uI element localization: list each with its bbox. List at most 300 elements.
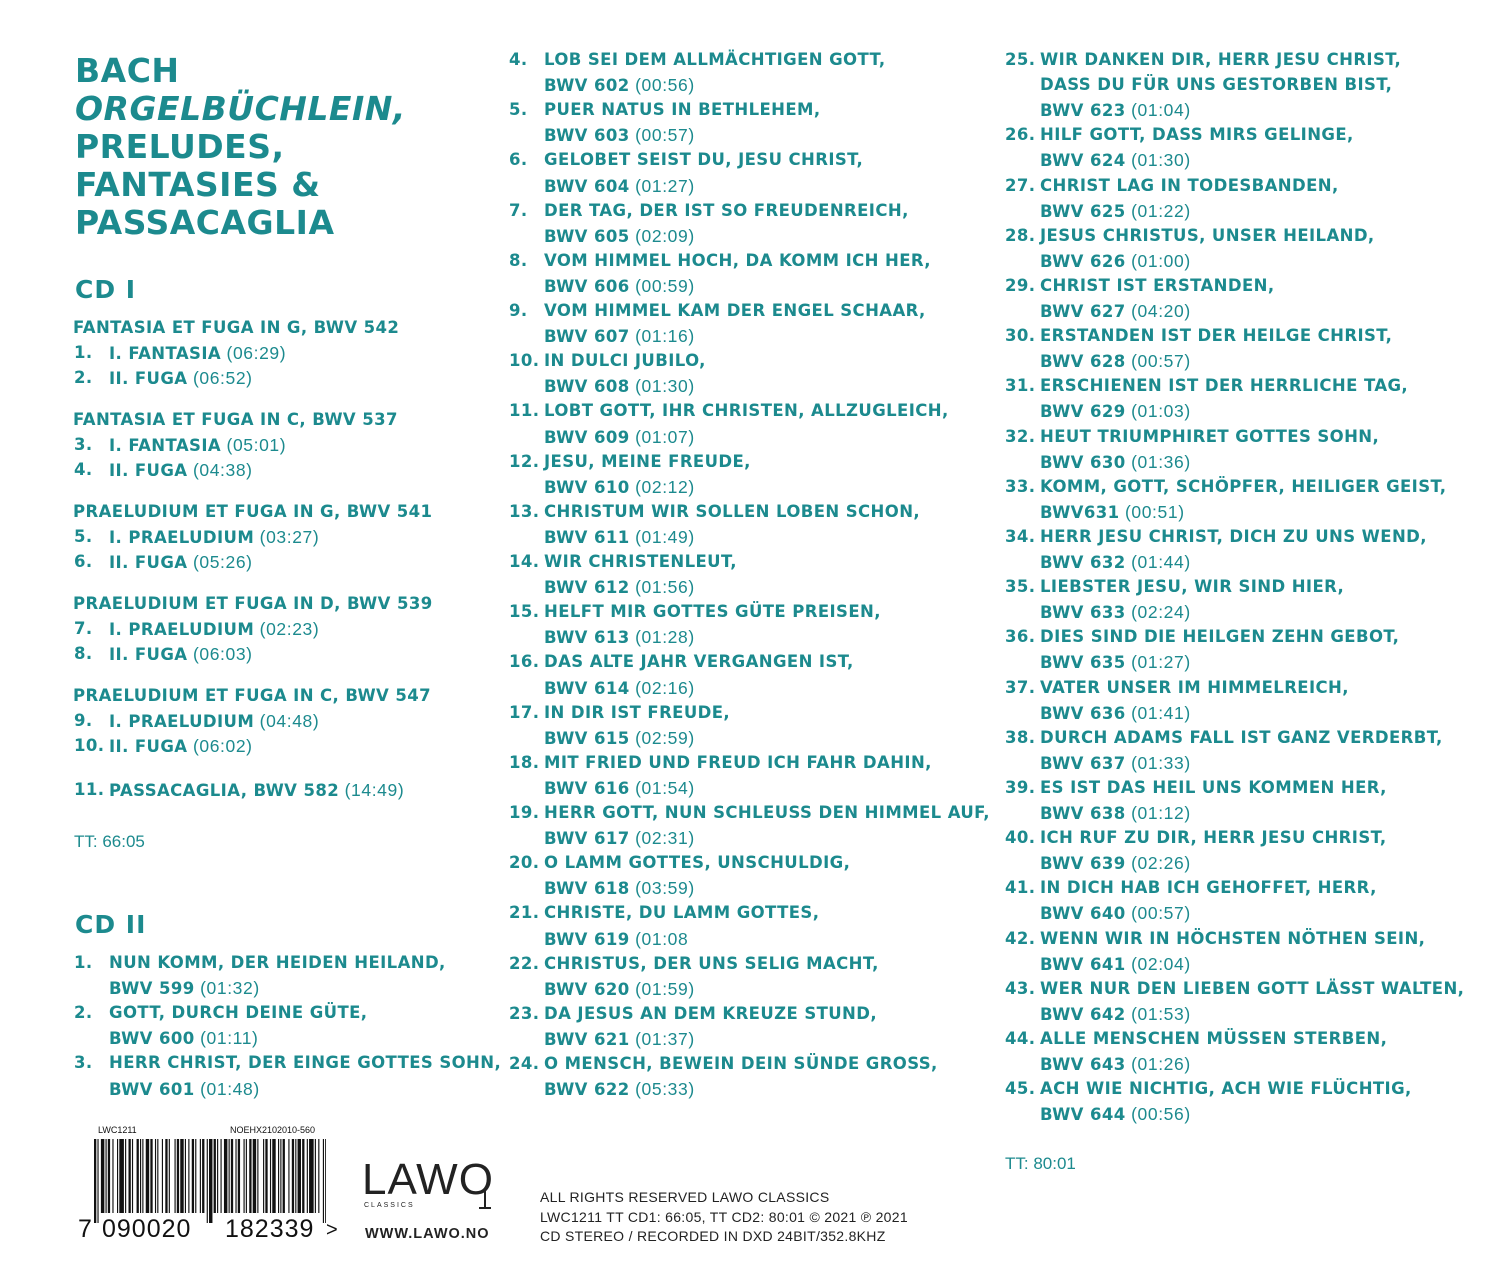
track-duration: (03:27) bbox=[259, 527, 320, 547]
track-duration: (01:04) bbox=[1131, 100, 1191, 121]
track-bwv: BWV 627 bbox=[1040, 302, 1126, 321]
track-title: IN DULCI JUBILO, bbox=[544, 351, 706, 371]
track-text bbox=[109, 460, 253, 481]
track-duration: (00:57) bbox=[1131, 903, 1191, 924]
barcode-bar bbox=[137, 1139, 139, 1213]
track-catalog bbox=[1040, 100, 1191, 121]
track-bwv: BWV 601 bbox=[109, 1079, 195, 1099]
track-catalog bbox=[1040, 251, 1191, 272]
track-duration: (02:09) bbox=[635, 225, 695, 246]
track-catalog bbox=[544, 778, 695, 799]
track-duration: (06:03) bbox=[192, 644, 253, 664]
track-bwv: BWV 620 bbox=[544, 979, 630, 999]
track-title: WENN WIR IN HÖCHSTEN NÖTHEN SEIN, bbox=[1040, 928, 1426, 948]
barcode-bar bbox=[192, 1139, 194, 1213]
barcode-digit-lead: 7 bbox=[78, 1215, 92, 1243]
track-number: 4. bbox=[509, 50, 528, 69]
track-number: 24. bbox=[509, 1054, 540, 1073]
track-title: PASSACAGLIA, BWV 582 bbox=[109, 781, 340, 800]
barcode-bar bbox=[162, 1139, 163, 1213]
track-title: CHRISTUS, DER UNS SELIG MACHT, bbox=[544, 953, 879, 973]
track-title: PUER NATUS IN BETHLEHEM, bbox=[544, 100, 821, 120]
title-preludes: PRELUDES, bbox=[75, 127, 285, 166]
track-title: I. PRAELUDIUM bbox=[109, 528, 255, 547]
work-title: FANTASIA ET FUGA IN G, BWV 542 bbox=[73, 318, 400, 337]
track-title: DURCH ADAMS FALL IST GANZ VERDERBT, bbox=[1040, 727, 1443, 747]
track-duration: (01:11) bbox=[200, 1028, 259, 1049]
barcode-bar bbox=[117, 1139, 118, 1213]
track-duration: (02:16) bbox=[635, 677, 695, 698]
track-title: VOM HIMMEL HOCH, DA KOMM ICH HER, bbox=[544, 250, 931, 270]
track-title: IN DIR IST FREUDE, bbox=[544, 702, 731, 722]
track-title: I. FANTASIA bbox=[109, 436, 222, 455]
track-number: 28. bbox=[1005, 225, 1036, 245]
track-number: 43. bbox=[1005, 978, 1036, 998]
barcode-bar bbox=[318, 1139, 319, 1213]
track-title: HILF GOTT, DASS MIRS GELINGE, bbox=[1040, 125, 1354, 145]
track-duration: (01:33) bbox=[1131, 752, 1191, 773]
track-catalog bbox=[1040, 351, 1191, 372]
barcode-bar bbox=[278, 1139, 279, 1213]
track-number: 1. bbox=[74, 343, 93, 362]
track-bwv: BWV 619 bbox=[544, 929, 630, 949]
track-title: CHRISTE, DU LAMM GOTTES, bbox=[544, 903, 820, 923]
barcode-secondary-code: NOEHX2102010-560 bbox=[230, 1125, 316, 1135]
track-catalog bbox=[1040, 954, 1191, 975]
track-bwv: BWV 638 bbox=[1040, 804, 1126, 823]
track-catalog bbox=[109, 1079, 260, 1100]
track-number: 18. bbox=[509, 752, 540, 772]
track-number: 27. bbox=[1005, 175, 1036, 195]
track-number: 36. bbox=[1005, 627, 1036, 647]
track-title: II. FUGA bbox=[109, 553, 188, 572]
barcode-bar bbox=[229, 1139, 230, 1213]
track-title: MIT FRIED UND FREUD ICH FAHR DAHIN, bbox=[544, 752, 932, 772]
track-duration: (01:07) bbox=[635, 426, 695, 447]
barcode-catalog-code: LWC1211 bbox=[98, 1125, 137, 1135]
track-catalog bbox=[544, 376, 695, 397]
track-title: WIR CHRISTENLEUT, bbox=[544, 552, 737, 571]
track-title: ICH RUF ZU DIR, HERR JESU CHRIST, bbox=[1040, 828, 1387, 848]
barcode-bar bbox=[315, 1139, 316, 1213]
barcode-bar bbox=[146, 1139, 149, 1213]
barcode-bar bbox=[188, 1139, 189, 1213]
track-duration: (01:00) bbox=[1131, 250, 1191, 271]
track-duration: (06:52) bbox=[192, 368, 253, 388]
track-number: 45. bbox=[1005, 1079, 1036, 1099]
barcode-bar bbox=[165, 1139, 167, 1213]
track-catalog bbox=[544, 477, 695, 498]
track-title: O LAMM GOTTES, UNSCHULDIG, bbox=[544, 853, 851, 873]
track-title: HEUT TRIUMPHIRET GOTTES SOHN, bbox=[1040, 426, 1380, 446]
track-number: 22. bbox=[509, 953, 540, 973]
track-number: 41. bbox=[1005, 878, 1036, 898]
track-bwv: BWV 604 bbox=[544, 176, 630, 196]
track-duration: (01:59) bbox=[635, 978, 695, 999]
barcode-bar bbox=[155, 1139, 156, 1213]
track-duration: (02:23) bbox=[259, 619, 320, 639]
barcode-bar bbox=[246, 1139, 247, 1213]
track-bwv: BWV631 bbox=[1040, 502, 1120, 522]
track-title: GELOBET SEIST DU, JESU CHRIST, bbox=[544, 150, 864, 170]
rights-line-1: ALL RIGHTS RESERVED LAWO CLASSICS bbox=[540, 1189, 830, 1205]
rights-line-3: CD STEREO / RECORDED IN DXD 24BIT/352.8KHZ bbox=[540, 1228, 886, 1244]
barcode-bar bbox=[94, 1139, 96, 1223]
barcode-bar bbox=[108, 1139, 110, 1213]
track-duration: (05:33) bbox=[635, 1079, 695, 1100]
track-bwv: BWV 643 bbox=[1040, 1055, 1126, 1074]
track-title: ERSCHIENEN IST DER HERRLICHE TAG, bbox=[1040, 376, 1409, 396]
track-number: 38. bbox=[1005, 727, 1036, 747]
track-catalog bbox=[544, 125, 695, 146]
track-bwv: BWV 637 bbox=[1040, 753, 1126, 773]
track-number: 7. bbox=[509, 200, 528, 220]
track-number: 32. bbox=[1005, 426, 1036, 446]
track-number: 12. bbox=[509, 451, 540, 471]
barcode-bar bbox=[112, 1139, 113, 1213]
track-title: LOBT GOTT, IHR CHRISTEN, ALLZUGLEICH, bbox=[544, 401, 949, 421]
rights-line-2: LWC1211 TT CD1: 66:05, TT CD2: 80:01 © 2021 ℗ 2021 bbox=[540, 1208, 908, 1225]
track-duration: (03:59) bbox=[635, 878, 695, 899]
track-duration: (06:02) bbox=[192, 736, 253, 756]
track-number: 20. bbox=[509, 853, 540, 873]
track-title: GOTT, DURCH DEINE GÜTE, bbox=[109, 1003, 368, 1023]
track-number: 34. bbox=[1005, 526, 1036, 546]
track-duration: (00:59) bbox=[635, 275, 695, 296]
track-duration: (01:28) bbox=[635, 627, 695, 648]
track-title: II. FUGA bbox=[109, 737, 188, 756]
track-number: 5. bbox=[509, 100, 528, 120]
track-number: 30. bbox=[1005, 326, 1036, 346]
track-bwv: BWV 600 bbox=[109, 1029, 195, 1049]
barcode-bar bbox=[140, 1139, 141, 1213]
track-catalog bbox=[109, 1028, 258, 1049]
track-number: 3. bbox=[74, 435, 93, 454]
track-catalog bbox=[1040, 502, 1185, 523]
track-catalog bbox=[1040, 150, 1191, 171]
track-number: 37. bbox=[1005, 677, 1036, 697]
track-duration: (01:27) bbox=[635, 175, 695, 196]
track-duration: (01:56) bbox=[635, 577, 695, 598]
track-number: 15. bbox=[509, 602, 540, 622]
track-bwv: BWV 642 bbox=[1040, 1004, 1126, 1024]
track-number: 19. bbox=[509, 803, 540, 822]
track-title: ES IST DAS HEIL UNS KOMMEN HER, bbox=[1040, 777, 1387, 797]
track-bwv: BWV 605 bbox=[544, 226, 630, 246]
track-title: WER NUR DEN LIEBEN GOTT LÄSST WALTEN, bbox=[1040, 978, 1465, 998]
track-title: JESU, MEINE FREUDE, bbox=[544, 451, 751, 471]
work-title: PRAELUDIUM ET FUGA IN C, BWV 547 bbox=[73, 686, 432, 705]
barcode-bar bbox=[265, 1139, 267, 1213]
track-title: II. FUGA bbox=[109, 645, 188, 664]
barcode-bar bbox=[235, 1139, 236, 1213]
track-number: 2. bbox=[74, 368, 93, 387]
barcode-bar bbox=[270, 1139, 271, 1213]
track-bwv: BWV 629 bbox=[1040, 402, 1126, 422]
track-duration: (01:41) bbox=[1131, 702, 1191, 723]
track-duration: (02:24) bbox=[1131, 602, 1191, 623]
track-duration: (05:01) bbox=[226, 435, 287, 455]
track-catalog bbox=[1040, 401, 1191, 422]
track-number: 5. bbox=[74, 527, 93, 546]
track-title: NUN KOMM, DER HEIDEN HEILAND, bbox=[109, 953, 446, 972]
track-bwv: BWV 641 bbox=[1040, 954, 1126, 974]
barcode-bar bbox=[207, 1139, 208, 1223]
track-title: I. FANTASIA bbox=[109, 344, 222, 363]
track-bwv: BWV 622 bbox=[544, 1080, 630, 1100]
barcode-bar bbox=[323, 1139, 324, 1223]
logo-classics: CLASSICS bbox=[364, 1202, 415, 1209]
track-number: 4. bbox=[74, 460, 93, 479]
track-number: 14. bbox=[509, 552, 540, 571]
track-text bbox=[109, 736, 253, 757]
website-url: WWW.LAWO.NO bbox=[365, 1226, 490, 1242]
barcode-bar bbox=[200, 1139, 201, 1213]
track-duration: (01:48) bbox=[200, 1078, 260, 1099]
track-catalog bbox=[1040, 703, 1191, 724]
barcode-bar bbox=[195, 1139, 196, 1213]
track-bwv: BWV 618 bbox=[544, 879, 630, 899]
barcode-digits-left: 090020 bbox=[102, 1215, 192, 1243]
track-title: WIR DANKEN DIR, HERR JESU CHRIST, bbox=[1040, 50, 1402, 69]
track-duration: (01:36) bbox=[1131, 451, 1191, 472]
track-title: CHRIST LAG IN TODESBANDEN, bbox=[1040, 175, 1339, 195]
track-text bbox=[109, 435, 286, 456]
barcode-bar bbox=[224, 1139, 227, 1213]
track-number: 42. bbox=[1005, 928, 1036, 948]
track-title: IN DICH HAB ICH GEHOFFET, HERR, bbox=[1040, 878, 1377, 898]
album-title bbox=[75, 52, 406, 242]
track-catalog bbox=[544, 878, 695, 899]
track-number: 9. bbox=[74, 711, 93, 730]
barcode-bar bbox=[283, 1139, 285, 1213]
track-catalog bbox=[1040, 652, 1191, 673]
track-title: HERR JESU CHRIST, DICH ZU UNS WEND, bbox=[1040, 526, 1427, 546]
track-number: 44. bbox=[1005, 1028, 1036, 1048]
track-bwv: BWV 625 bbox=[1040, 201, 1126, 221]
track-duration: (01:32) bbox=[200, 978, 260, 999]
track-duration: (02:04) bbox=[1131, 953, 1191, 974]
track-catalog bbox=[1040, 552, 1191, 573]
track-duration: (02:59) bbox=[635, 727, 695, 748]
track-bwv: BWV 615 bbox=[544, 728, 630, 748]
track-bwv: BWV 635 bbox=[1040, 653, 1126, 673]
track-bwv: BWV 603 bbox=[544, 126, 630, 146]
track-title: LOB SEI DEM ALLMÄCHTIGEN GOTT, bbox=[544, 50, 886, 69]
track-catalog bbox=[1040, 1004, 1191, 1025]
track-number: 7. bbox=[74, 619, 93, 638]
track-bwv: BWV 613 bbox=[544, 628, 630, 648]
track-title: VATER UNSER IM HIMMELREICH, bbox=[1040, 677, 1349, 697]
barcode-bar bbox=[244, 1139, 245, 1213]
track-title: CHRIST IST ERSTANDEN, bbox=[1040, 275, 1275, 295]
track-number: 29. bbox=[1005, 275, 1036, 295]
barcode-bar bbox=[238, 1139, 240, 1213]
barcode-bar bbox=[132, 1139, 133, 1213]
track-text bbox=[109, 711, 319, 732]
track-duration: (00:51) bbox=[1124, 501, 1185, 522]
barcode-bar bbox=[169, 1139, 170, 1213]
track-title: HERR CHRIST, DER EINGE GOTTES SOHN, bbox=[109, 1053, 502, 1073]
track-duration: (01:26) bbox=[1131, 1054, 1191, 1074]
track-catalog bbox=[1040, 903, 1191, 924]
barcode-bar bbox=[177, 1139, 179, 1213]
track-bwv: BWV 624 bbox=[1040, 151, 1126, 171]
track-number: 11. bbox=[509, 401, 540, 421]
track-title: HERR GOTT, NUN SCHLEUSS DEN HIMMEL AUF, bbox=[544, 803, 990, 822]
track-catalog bbox=[1040, 201, 1191, 222]
track-number: 3. bbox=[74, 1053, 93, 1073]
track-bwv: BWV 633 bbox=[1040, 603, 1126, 623]
track-duration: (01:54) bbox=[635, 777, 695, 798]
track-bwv: BWV 626 bbox=[1040, 251, 1126, 271]
track-text bbox=[109, 552, 253, 573]
barcode-bar bbox=[231, 1139, 233, 1213]
barcode-bar bbox=[214, 1139, 216, 1213]
barcode-bar bbox=[106, 1139, 107, 1213]
track-text bbox=[109, 780, 404, 801]
barcode-bar bbox=[101, 1139, 104, 1213]
barcode-bar bbox=[97, 1139, 98, 1223]
track-number: 13. bbox=[509, 501, 540, 521]
track-bwv: BWV 616 bbox=[544, 778, 630, 798]
track-bwv: BWV 632 bbox=[1040, 553, 1126, 572]
barcode-bar bbox=[180, 1139, 183, 1213]
track-title: JESUS CHRISTUS, UNSER HEILAND, bbox=[1040, 225, 1375, 245]
work-title: PRAELUDIUM ET FUGA IN G, BWV 541 bbox=[73, 502, 433, 521]
track-bwv: BWV 644 bbox=[1040, 1105, 1126, 1125]
track-catalog bbox=[1040, 803, 1191, 824]
track-catalog bbox=[544, 1029, 695, 1050]
cd1-total-time: TT: 66:05 bbox=[74, 832, 145, 851]
track-bwv: BWV 628 bbox=[1040, 352, 1126, 372]
barcode-bar bbox=[150, 1139, 152, 1213]
track-duration: (01:22) bbox=[1131, 200, 1191, 221]
track-title-continued: DASS DU FÜR UNS GESTORBEN BIST, bbox=[1040, 75, 1393, 95]
track-catalog bbox=[544, 176, 695, 197]
track-catalog bbox=[544, 929, 688, 950]
barcode-bar bbox=[257, 1139, 258, 1213]
barcode-bar bbox=[253, 1139, 256, 1213]
cd2-heading: CD II bbox=[75, 910, 147, 939]
track-bwv: BWV 630 bbox=[1040, 452, 1126, 472]
barcode-bar bbox=[298, 1139, 301, 1213]
track-catalog bbox=[544, 226, 695, 247]
track-catalog bbox=[1040, 1054, 1191, 1075]
track-duration: (02:31) bbox=[635, 828, 695, 849]
track-duration: (01:16) bbox=[635, 326, 695, 347]
track-catalog bbox=[544, 326, 695, 347]
track-number: 9. bbox=[509, 301, 528, 320]
track-number: 21. bbox=[509, 903, 540, 923]
track-number: 17. bbox=[509, 702, 540, 722]
title-composer: BACH bbox=[75, 51, 180, 90]
track-bwv: BWV 609 bbox=[544, 427, 630, 447]
track-number: 33. bbox=[1005, 476, 1036, 496]
track-text bbox=[109, 644, 253, 665]
title-orgelbuchlein: ORGELBÜCHLEIN, bbox=[75, 89, 406, 128]
track-bwv: BWV 611 bbox=[544, 527, 630, 547]
track-number: 23. bbox=[509, 1003, 540, 1023]
track-number: 16. bbox=[509, 652, 540, 672]
track-duration: (01:12) bbox=[1131, 803, 1191, 823]
track-title: O MENSCH, BEWEIN DEIN SÜNDE GROSS, bbox=[544, 1054, 938, 1073]
barcode-bar bbox=[202, 1139, 204, 1213]
track-bwv: BWV 599 bbox=[109, 979, 195, 999]
work-title: PRAELUDIUM ET FUGA IN D, BWV 539 bbox=[73, 594, 433, 613]
track-bwv: BWV 636 bbox=[1040, 703, 1126, 723]
barcode-bar bbox=[125, 1139, 126, 1213]
cd1-heading: CD I bbox=[75, 275, 137, 304]
barcode-bar bbox=[217, 1139, 218, 1213]
track-catalog bbox=[544, 75, 695, 96]
track-number: 10. bbox=[509, 351, 540, 371]
rights-notice bbox=[540, 1188, 908, 1247]
track-bwv: BWV 608 bbox=[544, 377, 630, 397]
track-number: 31. bbox=[1005, 376, 1036, 396]
track-text bbox=[109, 619, 319, 640]
barcode-bar bbox=[280, 1139, 281, 1213]
track-text bbox=[109, 527, 319, 548]
track-bwv: BWV 639 bbox=[1040, 854, 1126, 874]
track-bwv: BWV 610 bbox=[544, 477, 630, 497]
track-title: DER TAG, DER IST SO FREUDENREICH, bbox=[544, 200, 909, 220]
barcode-bar bbox=[185, 1139, 186, 1213]
barcode-bar bbox=[142, 1139, 143, 1213]
title-passacaglia: PASSACAGLIA bbox=[75, 203, 335, 242]
track-catalog bbox=[1040, 753, 1191, 774]
barcode-bar bbox=[175, 1139, 176, 1213]
track-catalog bbox=[544, 728, 695, 749]
barcode-bar bbox=[119, 1139, 124, 1213]
track-catalog bbox=[1040, 301, 1191, 322]
track-duration: (01:44) bbox=[1131, 552, 1191, 572]
title-fantasies: FANTASIES & bbox=[75, 165, 321, 204]
track-catalog bbox=[544, 678, 695, 699]
barcode-bar bbox=[288, 1139, 289, 1213]
barcode-bar bbox=[295, 1139, 296, 1213]
track-title: I. PRAELUDIUM bbox=[109, 620, 255, 639]
track-title: II. FUGA bbox=[109, 369, 188, 388]
track-number: 25. bbox=[1005, 50, 1036, 69]
track-number: 8. bbox=[74, 644, 93, 663]
track-catalog bbox=[544, 627, 695, 648]
track-catalog bbox=[1040, 452, 1191, 473]
track-catalog bbox=[544, 979, 695, 1000]
track-duration: (01:53) bbox=[1131, 1003, 1191, 1024]
track-number: 40. bbox=[1005, 828, 1036, 848]
cd2-total-time: TT: 80:01 bbox=[1005, 1154, 1076, 1173]
track-catalog bbox=[544, 276, 695, 297]
track-title: CHRISTUM WIR SOLLEN LOBEN SCHON, bbox=[544, 501, 921, 521]
track-title: HELFT MIR GOTTES GÜTE PREISEN, bbox=[544, 602, 881, 622]
track-number: 35. bbox=[1005, 577, 1036, 597]
track-duration: (00:57) bbox=[1131, 351, 1191, 372]
barcode-bar bbox=[263, 1139, 264, 1213]
barcode-bar bbox=[129, 1139, 131, 1213]
barcode-bar bbox=[292, 1139, 294, 1213]
track-title: DA JESUS AN DEM KREUZE STUND, bbox=[544, 1003, 878, 1023]
track-duration: (04:38) bbox=[192, 460, 253, 480]
track-bwv: BWV 607 bbox=[544, 327, 630, 347]
track-title: II. FUGA bbox=[109, 461, 188, 480]
barcode-bar bbox=[309, 1139, 314, 1213]
track-duration: (04:48) bbox=[259, 711, 320, 731]
track-bwv: BWV 606 bbox=[544, 276, 630, 296]
track-catalog bbox=[544, 577, 695, 598]
track-duration: (01:03) bbox=[1131, 401, 1191, 422]
track-catalog bbox=[544, 828, 695, 849]
